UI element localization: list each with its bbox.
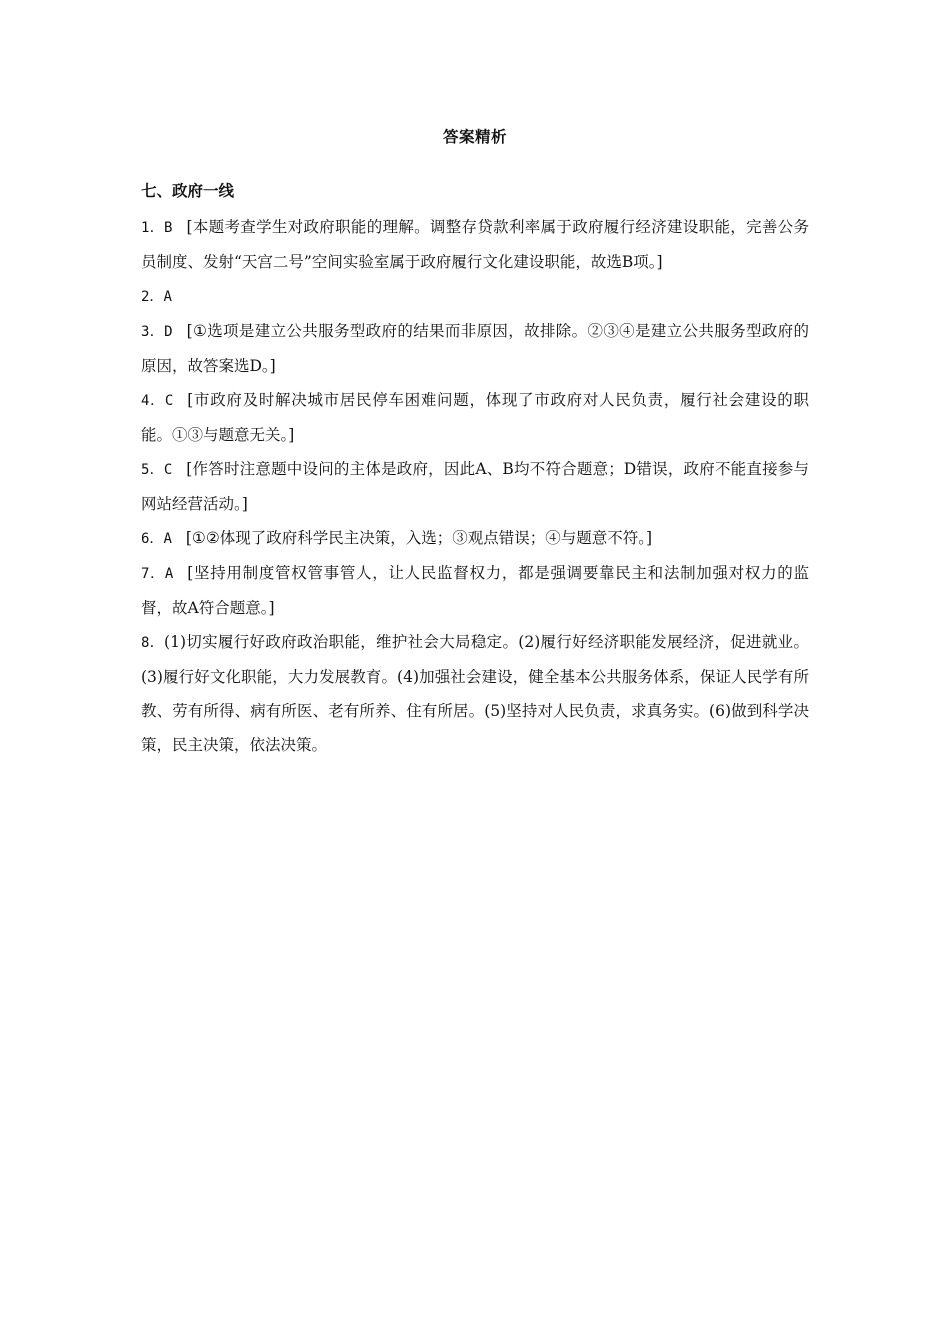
answer-explanation: [本题考查学生对政府职能的理解。调整存贷款利率属于政府履行经济建设职能，完善公务员制度、发射“天宫二号”空间实验室属于政府履行文化建设职能，故选B项。] (141, 218, 809, 271)
answer-choice: D (164, 324, 173, 340)
answer-explanation: [坚持用制度管权管事管人，让人民监督权力，都是强调要靠民主和法制加强对权力的监督，故A符合题意。] (141, 564, 809, 617)
answer-choice: A (163, 531, 172, 547)
answer-explanation: [①选项是建立公共服务型政府的结果而非原因，故排除。②③④是建立公共服务型政府的原因，故答案选D。] (141, 322, 809, 375)
page-title: 答案精析 (442, 128, 507, 146)
answer-explanation: [①②体现了政府科学民主决策，入选；③观点错误；④与题意不符。] (185, 529, 653, 547)
answer-item-8 (141, 625, 809, 762)
answer-explanation: (1)切实履行好政府政治职能，维护社会大局稳定。(2)履行好经济职能发展经济，促进就业。(3)履行好文化职能，大力发展教育。(4)加强社会建设，健全基本公共服务体系，保证人民学有所教、劳有所得、病有所医、老有所养、住有所居。(5)坚持对人民负责，求真务实。(6)做到科学决策，民主决策，依法决策。 (141, 633, 809, 754)
answer-number: 2． (141, 289, 164, 305)
answer-choice: C (163, 462, 173, 478)
answer-item-6 (141, 521, 809, 556)
answer-item-3 (141, 314, 809, 383)
answer-number: 8． (141, 635, 165, 651)
answer-item-4 (141, 383, 809, 452)
answer-item-1 (141, 210, 809, 279)
section-heading: 七、政府一线 (141, 182, 235, 200)
answer-number: 1． (141, 220, 165, 236)
answer-number: 5． (141, 462, 164, 478)
answer-item-5 (141, 452, 809, 521)
answer-number: 4． (141, 393, 165, 409)
answer-number: 6． (141, 531, 164, 547)
answer-choice: A (163, 289, 172, 305)
answer-item-7 (141, 556, 809, 625)
answer-number: 3． (141, 324, 165, 340)
answer-choice: C (164, 393, 174, 409)
answer-item-2 (141, 279, 809, 314)
answer-explanation: [市政府及时解决城市居民停车困难问题，体现了市政府对人民负责，履行社会建设的职能。①③与题意无关。] (141, 391, 809, 444)
answer-choice: A (164, 566, 174, 582)
answer-choice: B (164, 220, 173, 236)
answer-list (141, 210, 809, 762)
answer-number: 7． (141, 566, 165, 582)
answer-explanation: [作答时注意题中设问的主体是政府，因此A、B均不符合题意；D错误，政府不能直接参与网站经营活动。] (141, 460, 810, 513)
